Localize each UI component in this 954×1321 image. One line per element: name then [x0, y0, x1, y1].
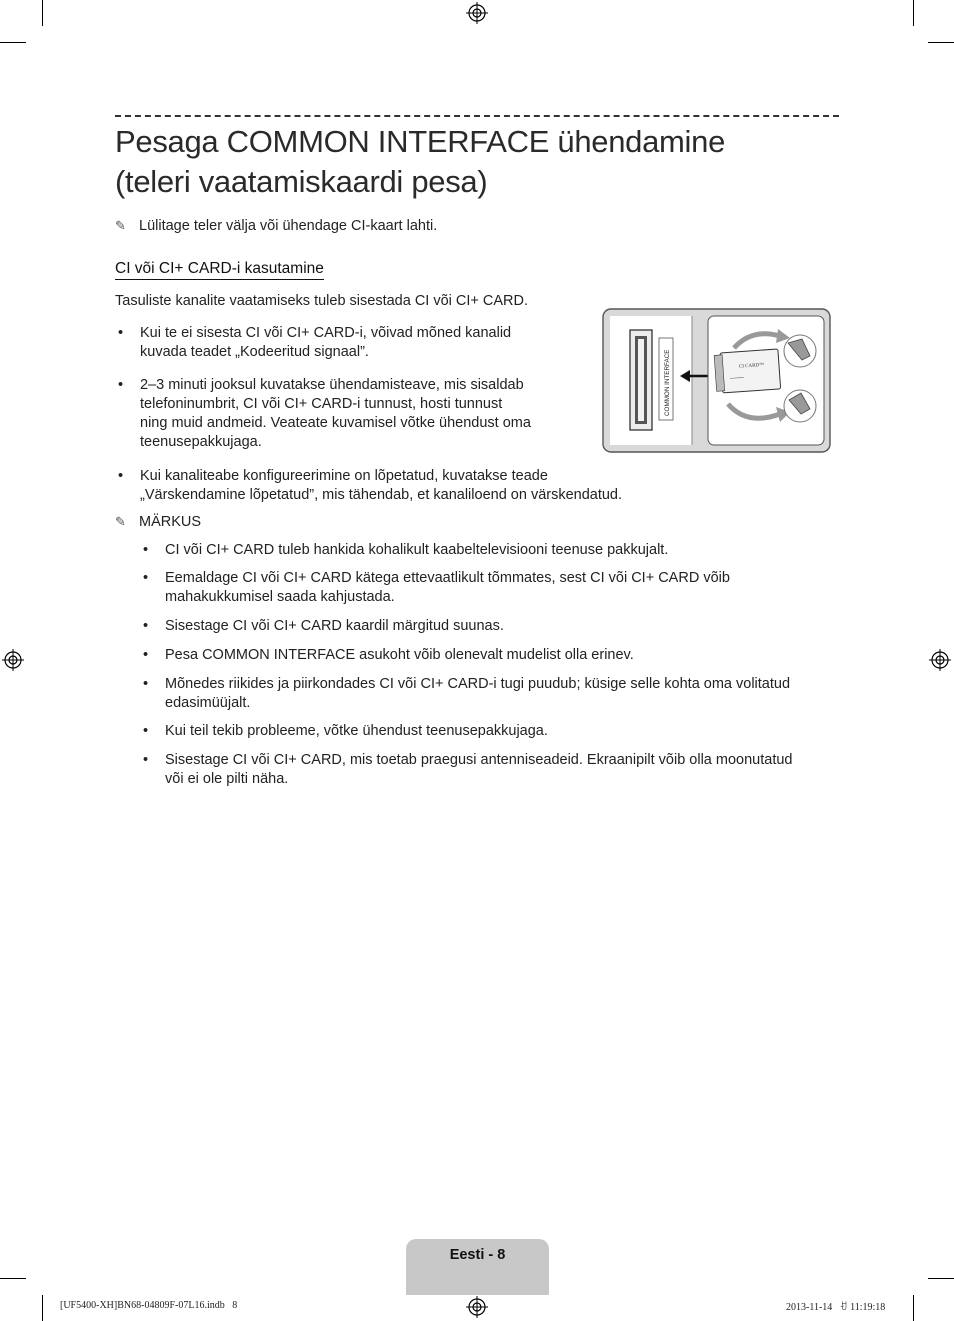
list-item	[143, 569, 843, 609]
crop-mark	[913, 1295, 914, 1321]
list-item-text: „Värskendamine lõpetatud”, mis tähendab, et kanaliloend on värskendatud.	[140, 487, 623, 503]
note-pencil-icon: ✎	[115, 514, 126, 529]
list-item-text: Eemaldage CI või CI+ CARD kätega ettevaatlikult tõmmates, sest CI või CI+ CARD võib	[165, 570, 730, 586]
bullet-dot: •	[143, 542, 149, 558]
list-item-text: 2–3 minuti jooksul kuvatakse ühendamisteave, mis sisaldab	[140, 377, 524, 393]
crop-mark	[0, 1278, 26, 1279]
page-title	[115, 122, 725, 202]
list-item-text: kuvada teadet „Kodeeritud signaal”.	[140, 344, 369, 360]
print-timestamp: 2013-11-14 ꀀ 11:19:18	[786, 1302, 886, 1313]
crop-mark	[0, 42, 26, 43]
list-item	[143, 617, 843, 637]
registration-mark-icon	[466, 1296, 488, 1318]
crop-mark	[928, 1278, 954, 1279]
section-heading: CI või CI+ CARD-i kasutamine	[115, 259, 324, 280]
list-item	[143, 675, 843, 715]
slot-label: COMMON INTERFACE	[664, 349, 671, 416]
ci-card-illustration	[602, 308, 832, 454]
page-title-line: Pesaga COMMON INTERFACE ühendamine	[115, 124, 726, 159]
list-item-text: või ei ole pilti näha.	[165, 771, 289, 787]
crop-mark	[913, 0, 914, 26]
section-divider	[115, 115, 839, 117]
list-item-text: Sisestage CI või CI+ CARD, mis toetab praegusi antenniseadeid. Ekraanipilt võib olla moonutatud	[165, 752, 793, 768]
list-item-text: Pesa COMMON INTERFACE asukoht võib olenevalt mudelist olla erinev.	[165, 647, 634, 663]
list-item-text: edasimüüjalt.	[165, 695, 251, 711]
crop-mark	[42, 0, 43, 26]
file-info: [UF5400-XH]BN68-04809F-07L16.indb 8	[60, 1300, 238, 1311]
list-item	[118, 376, 558, 454]
intro-note-text: Lülitage teler välja või ühendage CI-kaart lahti.	[139, 218, 438, 234]
page-title-line: (teleri vaatamiskaardi pesa)	[115, 164, 488, 199]
list-item-text: telefoninumbrit, CI või CI+ CARD-i tunnust, hosti tunnust	[140, 396, 503, 412]
card-label: CI CARD™	[738, 362, 765, 370]
list-item	[143, 722, 843, 742]
crop-mark	[42, 1295, 43, 1321]
intro-note	[115, 216, 437, 236]
list-item	[143, 541, 843, 561]
list-item-text: Kui kanaliteabe konfigureerimine on lõpetatud, kuvatakse teade	[140, 468, 548, 484]
list-item-text: Mõnedes riikides ja piirkondades CI või CI+ CARD-i tugi puudub; küsige selle kohta oma volitatud	[165, 676, 791, 692]
list-item	[143, 646, 843, 666]
registration-mark-icon	[929, 649, 951, 671]
list-item	[118, 467, 678, 507]
crop-mark	[928, 42, 954, 43]
bullet-dot: •	[118, 325, 124, 341]
list-item-text: ning muid andmeid. Veateate kuvamisel võtke ühendust oma	[140, 415, 531, 431]
note-pencil-icon: ✎	[115, 218, 126, 233]
bullet-dot: •	[143, 647, 149, 663]
bullet-dot: •	[143, 723, 149, 739]
bullet-dot: •	[143, 676, 149, 692]
list-item-text: CI või CI+ CARD tuleb hankida kohalikult kaabeltelevisiooni teenuse pakkujalt.	[165, 542, 669, 558]
list-item-text: Sisestage CI või CI+ CARD kaardil märgitud suunas.	[165, 618, 504, 634]
list-item-text: teenusepakkujaga.	[140, 434, 262, 450]
page-number: Eesti - 8	[449, 1247, 506, 1263]
registration-mark-icon	[466, 2, 488, 24]
bullet-dot: •	[118, 468, 124, 484]
bullet-dot: •	[143, 570, 149, 586]
list-item	[143, 751, 843, 791]
bullet-dot: •	[143, 752, 149, 768]
bullet-dot: •	[143, 618, 149, 634]
notes-heading-text: MÄRKUS	[139, 514, 202, 530]
list-item-text: Kui teil tekib probleeme, võtke ühendust teenusepakkujaga.	[165, 723, 548, 739]
bullet-dot: •	[118, 377, 124, 393]
registration-mark-icon	[2, 649, 24, 671]
list-item	[118, 324, 558, 364]
section-lead: Tasuliste kanalite vaatamiseks tuleb sisestada CI või CI+ CARD.	[115, 293, 529, 309]
list-item-text: Kui te ei sisesta CI või CI+ CARD-i, võivad mõned kanalid	[140, 325, 512, 341]
notes-heading	[115, 512, 201, 532]
list-item-text: mahakukkumisel saada kahjustada.	[165, 589, 395, 605]
